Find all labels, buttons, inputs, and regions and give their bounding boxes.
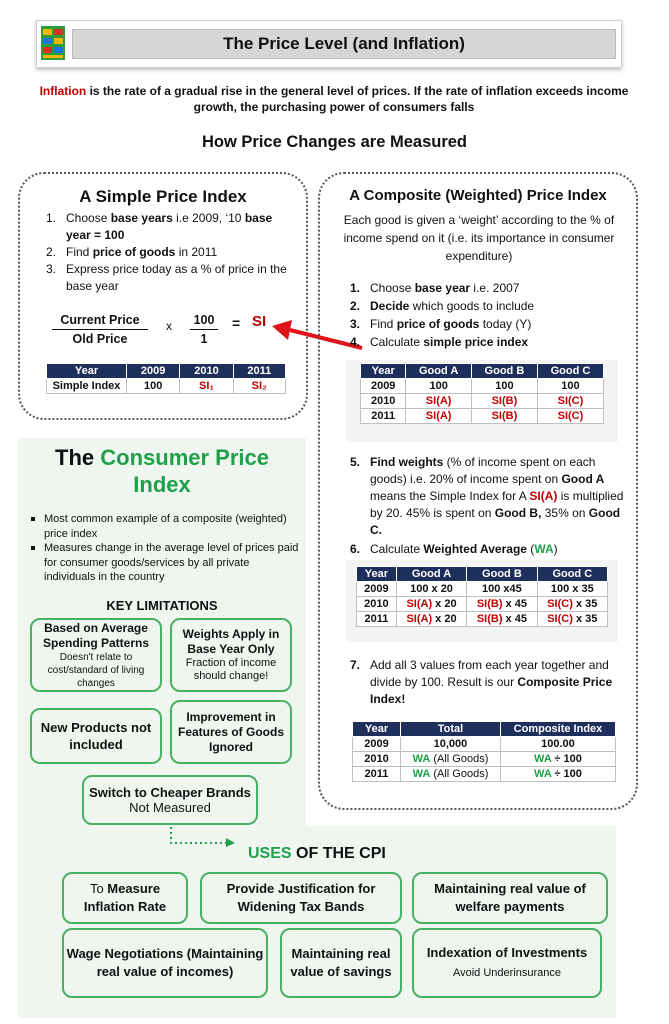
limitation-new-products: New Products not included — [30, 708, 162, 764]
table-row: 2011 WA (All Goods) WA ÷ 100 — [353, 767, 616, 782]
weighted-average-table — [356, 566, 608, 627]
table-header-row: Year Good A Good B Good C — [357, 567, 608, 582]
limitation-base-year-weights: Weights Apply in Base Year Only Fraction of income should change! — [170, 618, 292, 692]
table-row: Simple Index 100 SI₁ SI₂ — [47, 379, 286, 394]
table-row: 2009 10,000 100.00 — [353, 737, 616, 752]
formula-fraction-price — [52, 313, 148, 346]
cpi-title: The Consumer Price Index — [55, 445, 269, 497]
cpi-panel-connector — [306, 826, 616, 836]
limitation-cheaper-brands: Switch to Cheaper Brands Not Measured — [82, 775, 258, 825]
composite-step: 6. Calculate Weighted Average (WA) — [350, 542, 558, 556]
composite-steps-5-6 — [350, 454, 625, 558]
composite-step: 5. Find weights (% of income spent on each goods) i.e. 20% of income spent on Good A means the Simple Index for A SI(A) is multiplied by 20. 45% is spent on Good B, 35% on Good C. — [350, 455, 624, 537]
formula-old-price: Old Price — [72, 332, 128, 346]
composite-index-description: Each good is given a ‘weight’ according to the % of income spend on it (i.e. its importance in consumer expenditure) — [343, 213, 615, 263]
table-row: 2009 100 100 100 — [361, 379, 604, 394]
limitation-feature-improvements: Improvement in Features of Goods Ignored — [170, 700, 292, 764]
formula-1: 1 — [200, 332, 208, 346]
composite-index-title: A Composite (Weighted) Price Index — [349, 187, 607, 204]
simple-index-formula — [52, 313, 292, 353]
logo-icon — [41, 26, 65, 60]
limitations-heading: KEY LIMITATIONS — [106, 598, 218, 613]
formula-equals: = — [232, 315, 241, 331]
simple-index-goods-table — [360, 363, 604, 424]
limitation-average-spending: Based on Average Spending Patterns Doesn't relate to cost/standard of living changes — [30, 618, 162, 692]
table-header-row: Year 2009 2010 2011 — [47, 364, 286, 379]
formula-100: 100 — [190, 313, 218, 330]
intro-text — [24, 83, 644, 115]
intro-definition: is the rate of a gradual rise in the general level of prices. If the rate of inflation exceeds income growth, the purchasing power of consumers falls — [86, 84, 629, 114]
composite-step: 2. Decide which goods to include — [350, 299, 535, 313]
list-item: Measures change in the average level of prices paid for consumer goods/services by all private individuals in the country — [30, 541, 302, 585]
composite-step: 4. Calculate simple price index — [350, 335, 529, 349]
simple-index-steps — [46, 210, 296, 295]
simple-step: 2. Find price of goods in 2011 — [46, 245, 218, 259]
list-item: Most common example of a composite (weighted) price index — [30, 512, 302, 541]
composite-step: 3. Find price of goods today (Y) — [350, 317, 532, 331]
formula-si: SI — [252, 313, 267, 330]
dotted-arrow-icon — [168, 825, 236, 847]
composite-step-7 — [350, 657, 620, 708]
table-row: 2011 SI(A) SI(B) SI(C) — [361, 409, 604, 424]
uses-heading: USES OF THE CPI — [248, 845, 386, 862]
use-measure-inflation: To Measure Inflation Rate — [62, 872, 188, 924]
simple-step: 1. Choose base years i.e 2009, ‘10 base year = 100 — [46, 211, 273, 242]
inflation-keyword: Inflation — [39, 84, 87, 98]
composite-step: 7. Add all 3 values from each year together and divide by 100. Result is our Composite Price Index! — [350, 658, 613, 706]
composite-step: 1. Choose base year i.e. 2007 — [350, 281, 520, 295]
formula-fraction-100 — [190, 313, 218, 346]
simple-step: 3. Express price today as a % of price in the base year — [46, 262, 287, 293]
simple-index-table — [46, 363, 286, 394]
table-row: 2011 SI(A) x 20 SI(B) x 45 SI(C) x 35 — [357, 612, 608, 627]
section-heading: How Price Changes are Measured — [201, 133, 467, 151]
use-savings: Maintaining real value of savings — [280, 928, 402, 998]
composite-index-table — [352, 721, 616, 782]
composite-steps — [350, 279, 620, 351]
use-indexation-investments: Indexation of Investments Avoid Underinsurance — [412, 928, 602, 998]
formula-current-price: Current Price — [52, 313, 148, 330]
table-row: 2010 SI(A) SI(B) SI(C) — [361, 394, 604, 409]
page-title: The Price Level (and Inflation) — [223, 34, 465, 53]
use-tax-bands: Provide Justification for Widening Tax Bands — [200, 872, 402, 924]
use-welfare-payments: Maintaining real value of welfare payments — [412, 872, 608, 924]
formula-times: x — [166, 319, 172, 333]
table-header-row: Year Total Composite Index — [353, 722, 616, 737]
table-row: 2009 100 x 20 100 x45 100 x 35 — [357, 582, 608, 597]
table-row: 2010 WA (All Goods) WA ÷ 100 — [353, 752, 616, 767]
simple-index-title: A Simple Price Index — [79, 187, 247, 206]
cpi-bullets — [30, 512, 302, 585]
table-row: 2010 SI(A) x 20 SI(B) x 45 SI(C) x 35 — [357, 597, 608, 612]
use-wage-negotiations: Wage Negotiations (Maintaining real value of incomes) — [62, 928, 268, 998]
table-header-row: Year Good A Good B Good C — [361, 364, 604, 379]
